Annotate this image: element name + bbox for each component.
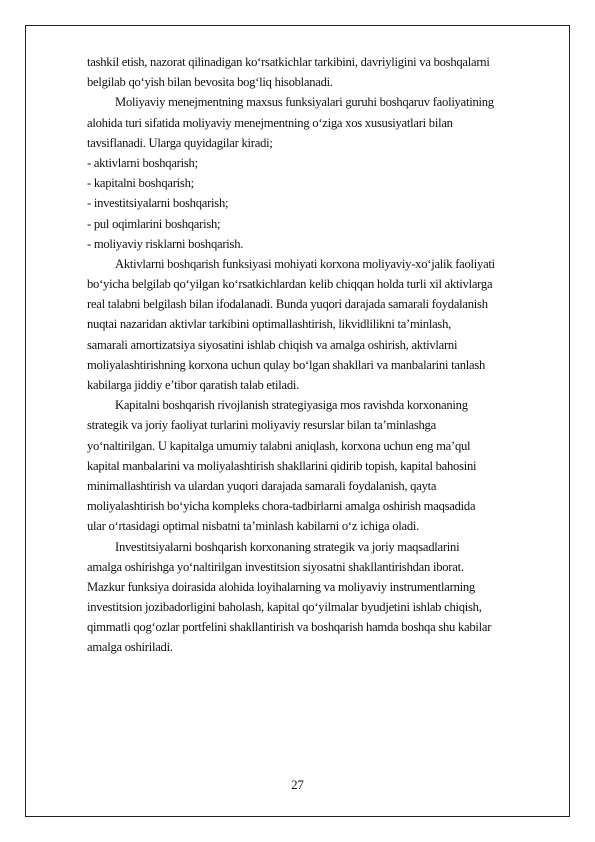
text-line: Moliyaviy menejmentning maxsus funksiyalari guruhi boshqaruv faoliyatining [115,95,494,110]
text-line: amalga oshirishga yoʻnaltirilgan investitsion siyosatni shakllantirishdan iborat. [87,559,464,574]
text-line: qimmatli qogʻozlar portfelini shakllantirish va boshqarish hamda boshqa shu kabilar [87,620,492,635]
text-line: moliyalashtirish boʻyicha kompleks chora-tadbirlarni amalga oshirish maqsadida [87,499,476,514]
text-line: - moliyaviy risklarni boshqarish. [87,236,244,251]
text-line: yoʻnaltirilgan. U kapitalga umumiy talabni aniqlash, korxona uchun eng ma’qul [87,438,471,453]
text-line: belgilab qoʻyish bilan bevosita bogʻliq hisoblanadi. [87,75,333,90]
page-number: 27 [291,778,304,792]
text-line: kapital manbalarini va moliyalashtirish shakllarini qidirib topish, kapital bahosini [87,458,477,473]
text-line: tavsiflanadi. Ularga quyidagilar kiradi; [87,135,273,150]
text-line: strategik va joriy faoliyat turlarini moliyaviy resurslar bilan ta’minlashga [87,418,436,433]
text-line: alohida turi sifatida moliyaviy menejmentning oʻziga xos xususiyatlari bilan [87,115,453,130]
text-line: boʻyicha belgilab qoʻyilgan koʻrsatkichlardan kelib chiqqan holda turli xil aktivlarga [87,277,493,292]
text-line: Aktivlarni boshqarish funksiyasi mohiyati korxona moliyaviy-xoʻjalik faoliyati [115,256,495,271]
text-line: tashkil etish, nazorat qilinadigan koʻrsatkichlar tarkibini, davriyligini va boshqalarni [87,55,490,69]
text-line: - pul oqimlarini boshqarish; [87,216,221,231]
text-line: samarali amortizatsiya siyosatini ishlab chiqish va amalga oshirish, aktivlarni [87,337,458,352]
text-line: Kapitalni boshqarish rivojlanish strategiyasiga mos ravishda korxonaning [115,398,468,413]
text-line: - aktivlarni boshqarish; [87,155,198,170]
text-line: real talabni belgilash bilan ifodalanadi. Bunda yuqori darajada samarali foydalanish [87,297,488,312]
text-line: - investitsiyalarni boshqarish; [87,196,229,211]
text-line: amalga oshiriladi. [87,640,173,655]
text-line: kabilarga jiddiy e’tibor qaratish talab etiladi. [87,378,300,392]
document-body [87,52,560,658]
text-line: nuqtai nazaridan aktivlar tarkibini optimallashtirish, likvidlilikni ta’minlash, [87,317,452,332]
text-line: moliyalashtirishning korxona uchun qulay boʻlgan shakllari va manbalarini tanlash [87,357,486,372]
text-line: investitsion jozibadorligini baholash, kapital qoʻyilmalar byudjetini ishlab chiqish, [87,600,482,615]
text-line: minimallashtirish va ulardan yuqori darajada samarali foydalanish, qayta [87,478,437,493]
text-line: ular oʻrtasidagi optimal nisbatni ta’minlash kabilarni oʻz ichiga oladi. [87,519,420,534]
text-line: Investitsiyalarni boshqarish korxonaning strategik va joriy maqsadlarini [115,539,460,554]
text-line: Mazkur funksiya doirasida alohida loyihalarning va moliyaviy instrumentlarning [87,579,475,594]
text-line: - kapitalni boshqarish; [87,176,194,191]
